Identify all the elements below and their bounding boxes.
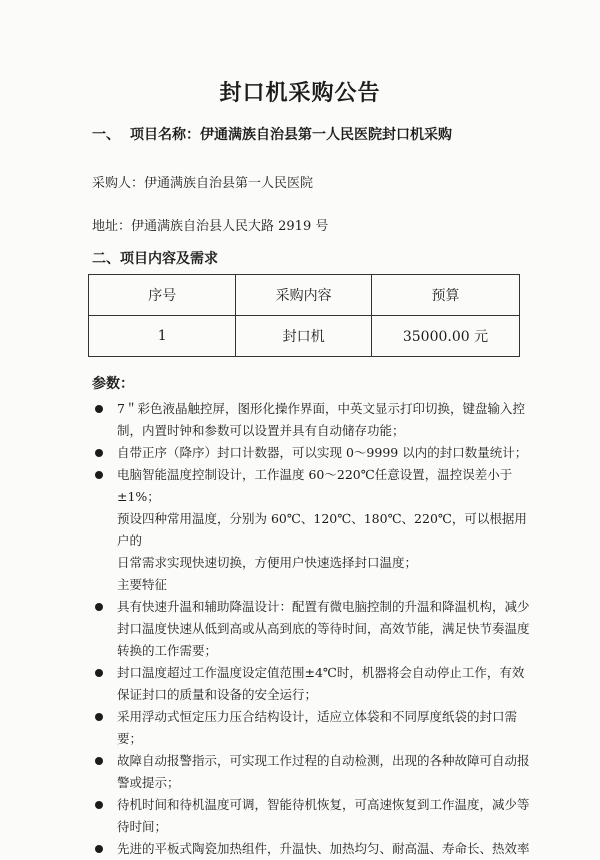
list-item-line: 先进的平板式陶瓷加热组件，升温快、加热均匀、耐高温、寿命长、热效率	[117, 841, 530, 856]
list-item-line: 电脑智能温度控制设计，工作温度 60～220℃任意设置，温控误差小于±1%；	[117, 467, 513, 504]
list-item	[92, 794, 532, 838]
bullet-icon	[95, 471, 103, 479]
bullet-icon	[95, 713, 103, 721]
list-item-line: 预设四种常用温度，分别为 60℃、120℃、180℃、220℃，可以根据用户的	[117, 511, 527, 548]
list-item	[92, 750, 532, 794]
list-item	[92, 706, 532, 750]
list-item	[92, 838, 532, 860]
bullet-icon	[95, 801, 103, 809]
section-content-heading: 二、项目内容及需求	[92, 251, 218, 267]
list-item	[92, 662, 532, 706]
table-header-row	[89, 275, 520, 316]
cell-budget: 35000.00 元	[371, 316, 519, 357]
list-item-line: 待时间；	[117, 819, 168, 834]
list-item-line: 待机时间和待机温度可调，智能待机恢复，可高速恢复到工作温度，减少等	[117, 797, 530, 812]
list-item-line: 转换的工作需要；	[117, 643, 218, 658]
section-project-name	[92, 124, 452, 144]
bullet-icon	[95, 757, 103, 765]
list-item-line: 保证封口的质量和设备的安全运行；	[117, 687, 318, 702]
list-item-line: 自带正序（降序）封口计数器，可以实现 0～9999 以内的封口数量统计；	[117, 445, 528, 460]
list-item-line: 封口温度超过工作温度设定值范围±4℃时，机器将会自动停止工作，有效	[117, 665, 525, 680]
address-line: 地址：伊通满族自治县人民大路 2919 号	[92, 219, 329, 234]
list-item-line: 7＂彩色液晶触控屏，图形化操作界面，中英文显示打印切换，键盘输入控	[117, 401, 525, 416]
params-list	[92, 398, 532, 860]
list-item-line: 日常需求实现快速切换，方便用户快速选择封口温度；	[117, 555, 418, 570]
page-title: 封口机采购公告	[219, 80, 381, 106]
section-label: 项目名称：伊通满族自治县第一人民医院封口机采购	[130, 127, 452, 143]
list-item	[92, 596, 532, 662]
cell-content: 封口机	[236, 316, 372, 357]
list-item-line: 故障自动报警指示，可实现工作过程的自动检测，出现的各种故障可自动报	[117, 753, 530, 768]
list-item-line: 封口温度快速从低到高或从高到底的等待时间，高效节能，满足快节奏温度	[117, 621, 530, 636]
bullet-icon	[95, 669, 103, 677]
procurement-table	[88, 274, 520, 357]
header-cell-budget: 预算	[371, 275, 519, 316]
params-heading: 参数：	[92, 376, 134, 392]
cell-index: 1	[89, 316, 236, 357]
header-cell-index: 序号	[89, 275, 236, 316]
table-row	[89, 316, 520, 357]
bullet-icon	[95, 603, 103, 611]
list-item-line: 要；	[117, 731, 143, 746]
section-number: 一、	[92, 127, 120, 143]
bullet-icon	[95, 405, 103, 413]
list-item-line: 采用浮动式恒定压力压合结构设计，适应立体袋和不同厚度纸袋的封口需	[117, 709, 518, 724]
header-cell-content: 采购内容	[236, 275, 372, 316]
bullet-icon	[95, 845, 103, 853]
buyer-line: 采购人：伊通满族自治县第一人民医院	[92, 176, 314, 191]
list-item-line: 警或提示；	[117, 775, 180, 790]
list-item-line: 具有快速升温和辅助降温设计：配置有微电脑控制的升温和降温机构，减少	[117, 599, 530, 614]
list-item	[92, 442, 532, 464]
list-item-line: 主要特征	[117, 577, 168, 592]
list-item	[92, 398, 532, 442]
bullet-icon	[95, 449, 103, 457]
list-item	[92, 464, 532, 596]
list-item-line: 制，内置时钟和参数可以设置并具有自动储存功能；	[117, 423, 405, 438]
